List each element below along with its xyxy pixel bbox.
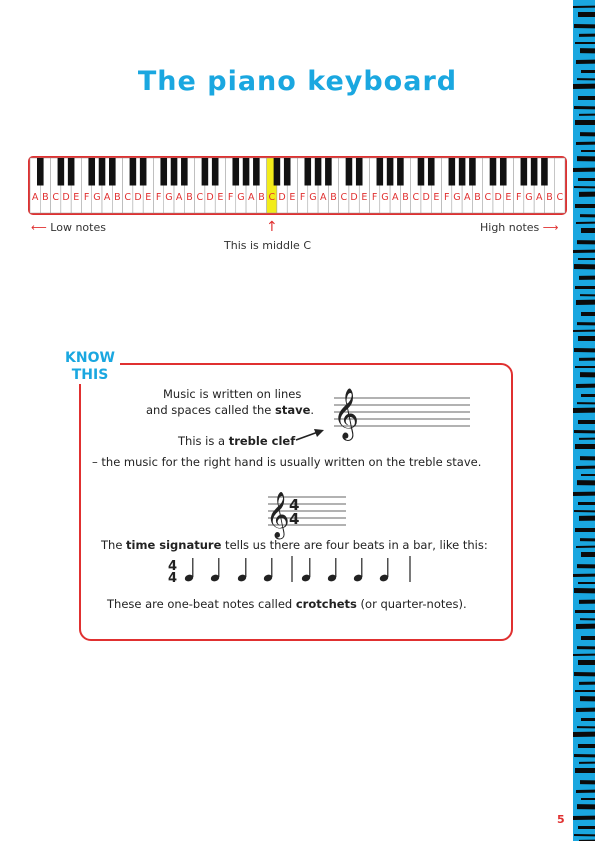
black-key [253, 158, 260, 186]
stripe [576, 708, 595, 712]
right-hand-text: – the music for the right hand is usually written on the treble stave. [92, 455, 482, 469]
key-letter: B [402, 192, 409, 203]
key-letter: E [217, 192, 224, 203]
black-key [459, 158, 466, 186]
stripe [579, 516, 595, 521]
key-letter: A [31, 192, 39, 203]
time-sig-bottom: 4 [289, 510, 300, 528]
key-letter: B [330, 192, 337, 203]
stripe [580, 696, 595, 701]
stripe [578, 258, 595, 260]
know-this-tag [60, 350, 120, 384]
stave-text-line2 [146, 403, 314, 417]
rhythm-time-sig-top: 4 [168, 559, 178, 574]
key-letter: A [536, 192, 543, 203]
stripe [574, 264, 595, 269]
black-key [274, 158, 281, 186]
stripe [574, 348, 595, 352]
stripe [575, 204, 595, 208]
black-key [88, 158, 95, 186]
stripe [575, 42, 595, 44]
stripe [576, 790, 595, 793]
stripe [580, 538, 595, 541]
stripe [580, 132, 595, 136]
stripe [573, 732, 595, 737]
black-key [377, 158, 384, 186]
black-key [202, 158, 209, 186]
key-letter: B [186, 192, 193, 203]
stripe [579, 192, 595, 197]
key-letter: F [515, 192, 522, 203]
black-key [284, 158, 291, 186]
stripe [577, 646, 595, 649]
stripe [578, 502, 595, 505]
key-letter: F [155, 192, 162, 203]
stripe [573, 168, 595, 172]
stripe [576, 222, 595, 224]
key-letter: C [484, 192, 492, 203]
stripe [575, 444, 595, 449]
black-key [109, 158, 116, 186]
treble-clef-icon: 𝄞 [333, 388, 360, 439]
low-notes-label [31, 221, 106, 234]
key-letter: B [474, 192, 481, 203]
stripe [573, 84, 595, 89]
stripe [578, 826, 595, 829]
key-letter: C [340, 192, 348, 203]
stripe [581, 798, 595, 800]
stripe [578, 178, 595, 181]
up-arrow-icon: ↑ [266, 219, 278, 235]
key-letter: A [391, 192, 399, 203]
stripe [574, 510, 595, 512]
stripe [579, 114, 595, 116]
key-letter: G [93, 192, 101, 203]
stave-text-pre: and spaces called the [146, 403, 275, 417]
key-letter: E [361, 192, 368, 203]
stave-text-line1: Music is written on lines [163, 387, 302, 401]
stripe [581, 552, 595, 557]
stripe [579, 682, 595, 685]
white-key [555, 158, 565, 213]
key-letter: B [546, 192, 553, 203]
low-notes-text: Low notes [50, 221, 106, 234]
time-signature-text [101, 538, 488, 552]
stripe [575, 528, 595, 532]
key-letter: G [525, 192, 533, 203]
key-letter: A [103, 192, 111, 203]
key-letter: G [165, 192, 173, 203]
key-letter: F [371, 192, 378, 203]
key-letter: E [73, 192, 80, 203]
key-letter: A [319, 192, 327, 203]
key-letter: A [464, 192, 471, 203]
stripe [574, 672, 595, 676]
key-letter: C [196, 192, 204, 203]
key-letter: D [350, 192, 358, 203]
stripe [581, 70, 595, 73]
stripe [573, 6, 595, 8]
left-arrow-icon: ⟵ [31, 221, 47, 234]
time-sig-top: 4 [289, 496, 300, 514]
crotchets-text [107, 597, 467, 611]
key-letter: A [175, 192, 183, 203]
stripe [575, 690, 595, 692]
key-letter: D [494, 192, 502, 203]
black-key [325, 158, 332, 186]
stripe [578, 336, 595, 341]
stripe [574, 430, 595, 433]
stripe [573, 408, 595, 413]
treble-clef-icon-2: 𝄞 [266, 492, 290, 538]
page-number: 5 [557, 813, 565, 826]
black-key [449, 158, 456, 186]
crotchet-text-post: (or quarter-notes). [356, 597, 467, 611]
key-letter: C [412, 192, 420, 203]
stripe [577, 480, 595, 485]
key-letter: D [62, 192, 70, 203]
stripe [578, 582, 595, 584]
stripe [581, 150, 595, 152]
black-key [315, 158, 322, 186]
rhythm-time-sig-bottom: 4 [168, 571, 178, 586]
stripe [578, 420, 595, 424]
stripe [577, 322, 595, 325]
key-letter: D [206, 192, 214, 203]
stave-term: stave [275, 403, 311, 417]
know-tag-line1: KNOW [65, 350, 115, 366]
stripe [576, 142, 595, 145]
black-key [500, 158, 507, 186]
key-letter: F [299, 192, 306, 203]
black-key [58, 158, 65, 186]
key-letter: G [453, 192, 461, 203]
stripe [576, 466, 595, 469]
middle-c-label: This is middle C [224, 239, 311, 252]
stripe [574, 588, 595, 593]
key-letter: G [309, 192, 317, 203]
stripe [580, 372, 595, 377]
stripe [581, 636, 595, 640]
black-key [531, 158, 538, 186]
key-letter: E [505, 192, 512, 203]
black-key [356, 158, 363, 186]
stripe [576, 624, 595, 629]
stripe [581, 228, 595, 233]
stripe [575, 286, 595, 289]
black-key [171, 158, 178, 186]
stripe [579, 276, 595, 280]
key-letter: B [42, 192, 49, 203]
stripe [579, 358, 595, 361]
treble-clef-term: treble clef [228, 434, 296, 448]
stripe [580, 294, 595, 296]
stripe [581, 312, 595, 316]
stripe [581, 474, 595, 476]
clef-text-pre: This is a [178, 434, 229, 448]
key-letter: F [83, 192, 90, 203]
black-key [346, 158, 353, 186]
black-key [140, 158, 147, 186]
black-key [397, 158, 404, 186]
stripe [577, 726, 595, 728]
treble-clef-text [178, 434, 295, 448]
stripe [580, 780, 595, 784]
key-letter: G [237, 192, 245, 203]
key-letter: E [433, 192, 440, 203]
key-letter: D [422, 192, 430, 203]
black-key [490, 158, 497, 186]
stripe [578, 744, 595, 748]
black-key [160, 158, 167, 186]
stripe [573, 654, 595, 656]
crotchet-text-pre: These are one-beat notes called [107, 597, 296, 611]
black-key [521, 158, 528, 186]
black-key [428, 158, 435, 186]
decorative-stripe-border [573, 0, 595, 841]
stripe [580, 48, 595, 53]
stripe [576, 384, 595, 388]
stripe [581, 394, 595, 397]
black-key [469, 158, 476, 186]
stripe [574, 754, 595, 757]
stripe [574, 24, 595, 28]
page-title: The piano keyboard [137, 66, 458, 97]
stripe [581, 718, 595, 721]
stave-text-post: . [310, 403, 315, 417]
stripe [573, 816, 595, 820]
stripe [574, 834, 595, 836]
black-key [99, 158, 106, 186]
stripe [575, 366, 595, 368]
black-key [68, 158, 75, 186]
stripe [580, 618, 595, 620]
stripe [578, 12, 595, 17]
key-letter: G [381, 192, 389, 203]
stripe [576, 60, 595, 64]
stripe [577, 240, 595, 244]
stripe [577, 402, 595, 404]
stripe [579, 34, 595, 37]
black-key [418, 158, 425, 186]
stripe [573, 330, 595, 332]
stripe [575, 768, 595, 773]
stripe [576, 300, 595, 305]
key-letter: C [556, 192, 564, 203]
crotchets-term: crotchets [295, 597, 357, 611]
right-arrow-icon: ⟶ [542, 221, 559, 234]
stripe [577, 156, 595, 161]
black-key [212, 158, 219, 186]
stripe [574, 186, 595, 188]
high-notes-label [480, 221, 559, 234]
high-notes-text: High notes [480, 221, 540, 234]
key-letter: D [278, 192, 286, 203]
black-key [243, 158, 250, 186]
stripe [575, 610, 595, 613]
know-tag-line2: THIS [71, 367, 109, 383]
stripe [574, 106, 595, 109]
key-letter: C [268, 192, 276, 203]
black-key [130, 158, 137, 186]
stripe [579, 600, 595, 604]
stripe [577, 564, 595, 568]
stripe [578, 96, 595, 100]
key-letter: B [114, 192, 121, 203]
black-key [387, 158, 394, 186]
stripe [580, 456, 595, 460]
black-key [181, 158, 188, 186]
stripe [577, 78, 595, 80]
stripe [578, 660, 595, 665]
time-text-pre: The [101, 538, 127, 552]
key-letter: C [124, 192, 132, 203]
key-letter: C [52, 192, 60, 203]
stripe [573, 492, 595, 496]
black-key [37, 158, 44, 186]
stripe [579, 438, 595, 440]
stripe [575, 120, 595, 125]
key-letter: E [289, 192, 296, 203]
black-key [541, 158, 548, 186]
stripe [576, 546, 595, 548]
stripe [580, 214, 595, 217]
stripe [579, 762, 595, 764]
time-text-post: tells us there are four beats in a bar, like this: [221, 538, 488, 552]
black-key [304, 158, 311, 186]
key-letter: B [258, 192, 265, 203]
key-letter: F [443, 192, 450, 203]
black-key [232, 158, 239, 186]
stripe [573, 574, 595, 577]
key-letter: A [247, 192, 255, 203]
key-letter: F [227, 192, 234, 203]
key-letter: E [145, 192, 152, 203]
key-letter: D [134, 192, 142, 203]
time-signature-term: time signature [126, 538, 222, 552]
stripe [577, 804, 595, 809]
stripe [573, 250, 595, 253]
